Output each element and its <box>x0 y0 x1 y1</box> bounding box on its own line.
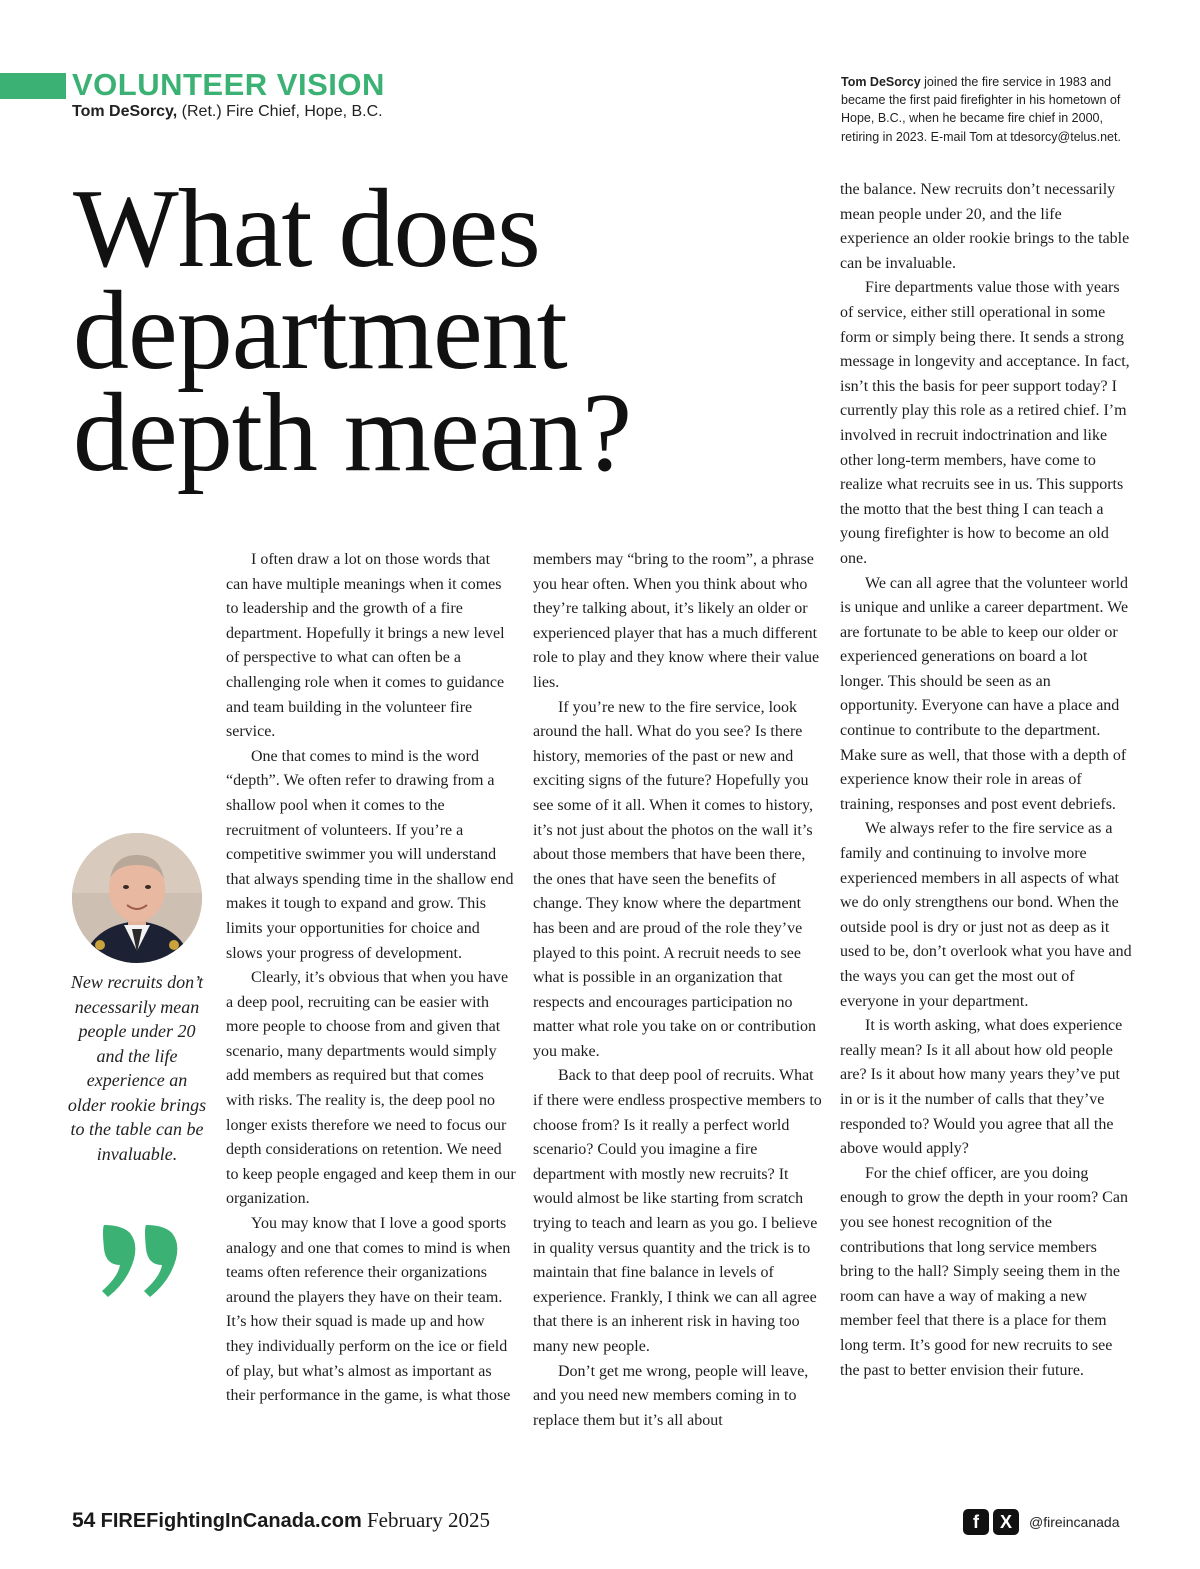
byline-name: Tom DeSorcy, <box>72 103 178 120</box>
headline-line-1: What does <box>73 167 540 291</box>
author-bio-text: joined the fire service in 1983 and became the first paid firefighter in his hometown of Hope, B.C., when he became fire chief in 2000, retiring in 2023. E-mail Tom at tdesorcy@telus.net. <box>841 75 1121 144</box>
footer-social <box>963 1509 1120 1535</box>
headline-line-2: department <box>73 269 567 393</box>
headline-line-3: depth mean? <box>73 371 632 495</box>
paragraph: We always refer to the fire service as a family and continuing to involve more experienced members in all aspects of what we do only strengthens our bond. When the outside pool is dry or just not as deep as it used to be, don’t overlook what you have and the ways you can get the most out of everyone in your department. <box>840 820 1132 1010</box>
byline-role: (Ret.) Fire Chief, Hope, B.C. <box>177 103 383 120</box>
quote-mark-icon <box>100 1225 184 1305</box>
byline <box>72 102 383 122</box>
headline <box>73 167 833 495</box>
footer-date: February 2025 <box>366 1508 491 1532</box>
section-accent-bar <box>0 73 66 99</box>
paragraph: If you’re new to the fire service, look around the hall. What do you see? Is there history, memories of the past or new and exciting signs of the future? Hopefully you see some of it all. When it comes to history, it’s not just about the photos on the wall it’s about those members that have been there, the ones that have seen the benefits of change. They know where the department has been and are proud of the role they’ve played to this point. A recruit needs to see what is possible in an organization that respects and encourages participation no matter what role you take on or contribution you make. <box>533 698 817 1060</box>
author-portrait-icon <box>72 833 202 963</box>
paragraph: Fire departments value those with years of service, either still operational in some form or simply being there. It sends a strong message in longevity and acceptance. In fact, isn’t this the basis for peer support today? I currently play this role as a retired chief. I’m involved in recruit indoctrination and like other long-term members, have come to realize what recruits see in us. This supports the motto that the best thing I can teach a young firefighter is how to become an old one. <box>840 279 1130 567</box>
article-column-2 <box>533 548 823 1433</box>
author-bio-name: Tom DeSorcy <box>841 75 921 89</box>
paragraph: Don’t get me wrong, people will leave, and you need new members coming in to replace them but it’s all about <box>533 1362 809 1429</box>
section-title: VOLUNTEER VISION <box>72 67 385 102</box>
page-number: 54 <box>72 1509 96 1532</box>
article-column-3 <box>840 178 1132 1383</box>
paragraph: We can all agree that the volunteer world is unique and unlike a career department. We are fortunate to be able to keep our older or experienced generations on board a lot longer. This should be seen as an opportunity. Everyone can have a place and continue to contribute to the department. Make sure as well, that those with a depth of experience know their role in areas of training, responses and post event debriefs. <box>840 574 1129 813</box>
x-icon[interactable]: X <box>993 1509 1019 1535</box>
paragraph: members may “bring to the room”, a phrase you hear often. When you think about who they’re talking about, it’s likely an older or experienced player that has a much different role to play and they know where their value lies. <box>533 551 820 691</box>
paragraph: You may know that I love a good sports analogy and one that comes to mind is when teams often reference their organizations around the players they have on their team. It’s how their squad is made up and how they individually perform on the ice or field of play, but what’s almost as important as their performance in the game, is what those <box>226 1215 511 1405</box>
article-column-1 <box>226 548 516 1409</box>
social-handle[interactable]: @fireincanada <box>1029 1514 1120 1530</box>
paragraph: the balance. New recruits don’t necessarily mean people under 20, and the life experience an older rookie brings to the table can be invaluable. <box>840 181 1130 272</box>
paragraph: Back to that deep pool of recruits. What if there were endless prospective members to choose from? Is it really a perfect world scenario? Could you imagine a fire department with mostly new recruits? It would almost be like starting from scratch trying to teach and learn as you go. I believe in quality versus quantity and the trick is to maintain that fine balance in levels of experience. Frankly, I think we can all agree that there is an inherent risk in having too many new people. <box>533 1067 822 1355</box>
paragraph: It is worth asking, what does experience really mean? Is it all about how old people are? Is it about how many years they’ve put in or is it the number of calls that they’ve responded to? Would you agree that all the above would apply? <box>840 1017 1123 1158</box>
author-bio <box>841 73 1141 146</box>
paragraph: For the chief officer, are you doing enough to grow the depth in your room? Can you see honest recognition of the contributions that long service members bring to the hall? Simply seeing them in the room can have a way of making a new member feel that there is a place for them long term. It’s good for new recruits to see the past to better envision their future. <box>840 1164 1128 1379</box>
paragraph: I often draw a lot on those words that can have multiple meanings when it comes to leadership and the growth of a fire department. Hopefully it brings a new level of perspective to what can often be a challenging role when it comes to guidance and team building in the volunteer fire service. <box>226 551 505 741</box>
paragraph: Clearly, it’s obvious that when you have a deep pool, recruiting can be easier with more people to choose from and given that scenario, many departments would simply add members as required but that comes with risks. The reality is, the deep pool no longer exists therefore we need to focus our depth considerations on retention. We need to keep people engaged and keep them in our organization. <box>226 969 516 1208</box>
paragraph: One that comes to mind is the word “depth”. We often refer to drawing from a shallow pool when it comes to the recruitment of volunteers. If you’re a competitive swimmer you will understand that always spending time in the shallow end makes it tough to expand and grow. This limits your opportunities for choice and slows your progress of development. <box>226 747 514 962</box>
footer-site-link[interactable]: FIREFightingInCanada.com <box>100 1510 362 1532</box>
footer-left <box>72 1505 490 1536</box>
author-photo <box>72 833 202 963</box>
pull-quote: New recruits don’t necessarily mean people under 20 and the life experience an older rookie brings to the table can be invaluable. <box>67 972 207 1164</box>
facebook-icon[interactable]: f <box>963 1509 989 1535</box>
